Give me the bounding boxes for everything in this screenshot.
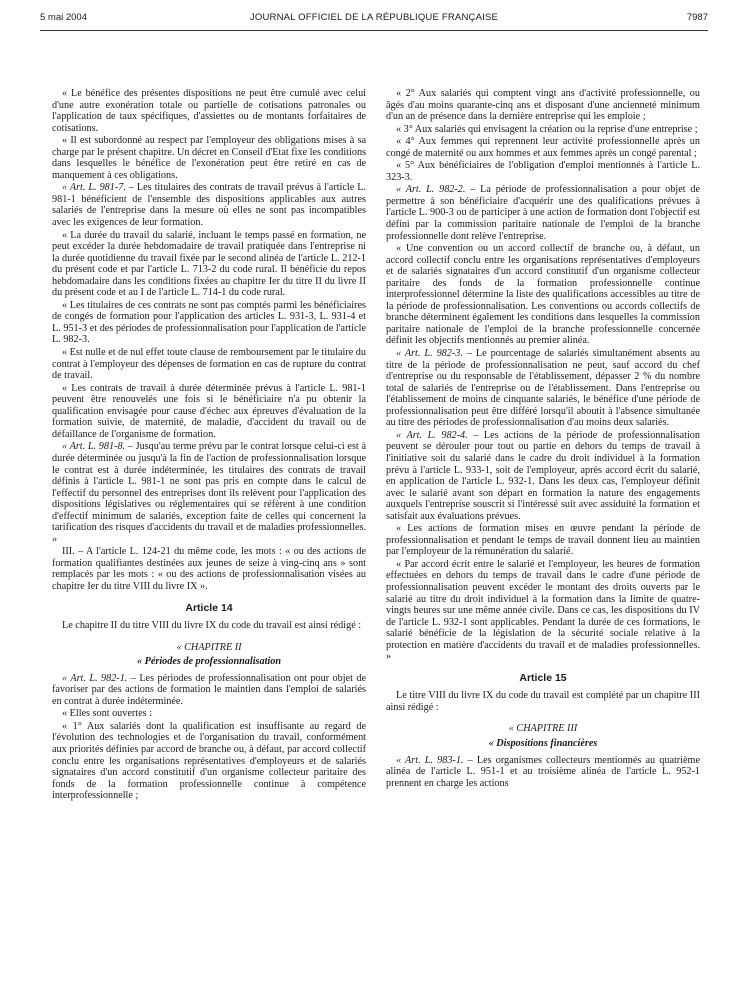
paragraph: « Il est subordonné au respect par l'employeur des obligations mises à sa charge par le présent chapitre. Un décret en Conseil d'Etat fixe les conditions dans lesquelles le bénéfice de l'exonération peut être retiré en cas de manquement à ces obligations. <box>52 135 366 181</box>
article-ref: « Art. L. 982-2. <box>396 184 466 196</box>
paragraph: « 3° Aux salariés qui envisagent la création ou la reprise d'une entreprise ; <box>396 123 698 135</box>
paragraph-text: – Les titulaires des contrats de travail prévus à l'article L. 981-1 bénéficient de l'ensemble des dispositions applicables aux autres salariés de l'entreprise dans la mesure où elles ne sont pas incompatibles avec les exigences de leur formation. <box>52 182 366 229</box>
article-ref: « Art. L. 983-1. <box>396 754 464 766</box>
paragraph: « Elles sont ouvertes : <box>62 708 152 720</box>
paragraph <box>386 755 700 790</box>
chapter-title: « Périodes de professionnalisation <box>136 656 282 668</box>
paragraph-text: – Le pourcentage de salariés simultanément absents au titre de la période de professionnalisation ne peut, sauf accord du chef d'entreprise ou du responsable de l'établissement, dépasser 2 % du nombre total de salariés de l'entreprise ou de l'établissement. Dans l'entreprise ou l'établissement de moins de cinquante salariés, le bénéfice d'une période de professionnalisation peut être différé lorsqu'il aboutit à l'absence simultanée au titre des périodes de professionnalisation d'au moins deux salariés. <box>386 348 700 429</box>
paragraph-text: – Les périodes de professionnalisation ont pour objet de favoriser par des actions de formation le maintien dans l'emploi de salariés en contrat à durée indéterminée. <box>52 672 366 707</box>
paragraph <box>52 673 366 708</box>
paragraph: « Le bénéfice des présentes dispositions ne peut être cumulé avec celui d'une autre exonération totale ou partielle de cotisations patronales ou l'application de taux spécifiques, d'assiettes ou de montants forfaitaires de cotisations. <box>52 88 366 134</box>
paragraph: « 2° Aux salariés qui comptent vingt ans d'activité professionnelle, ou âgés d'au moins quarante-cinq ans et disposant d'une ancienneté minimum d'un an de présence dans la dernière entreprise qui les emploie ; <box>386 88 700 123</box>
article-heading: Article 15 <box>519 671 567 684</box>
paragraph: Le chapitre II du titre VIII du livre IX du code du travail est ainsi rédigé : <box>62 620 362 632</box>
paragraph: « Une convention ou un accord collectif de branche ou, à défaut, un accord collectif conclu entre les organisations représentatives d'employeurs et de salariés signataires d'un accord constitutif d'un organisme collecteur paritaire des fonds de la formation professionnelle continue interprofessionnel détermine la liste des qualifications accessibles au titre de la période de professionnalisation. Les conventions ou accords collectifs de branche déterminent également les conditions dans lesquelles la commission paritaire nationale de l'emploi de la branche professionnelle concernée définit les objectifs mentionnés au premier alinéa. <box>386 243 700 347</box>
page-number: 7987 <box>686 12 708 23</box>
chapter-title: « Dispositions financières <box>488 737 598 749</box>
chapter-heading: « CHAPITRE III <box>508 723 578 735</box>
article-ref: « Art. L. 982-1. <box>62 672 128 684</box>
paragraph: « La durée du travail du salarié, incluant le temps passé en formation, ne peut excéder la durée hebdomadaire de travail pratiquée dans l'entreprise ni la durée quotidienne du travail fixée par le second alinéa de l'article L. 212-1 du présent code et par l'article L. 713-2 du code rural. Il bénéficie du repos hebdomadaire dans les conditions fixées au chapitre Ier du titre II du livre II du présent code et au I de l'article L. 714-1 du code rural. <box>52 229 366 299</box>
article-ref: « Art. L. 981-7. <box>62 182 126 194</box>
paragraph: III. – A l'article L. 124-21 du même code, les mots : « ou des actions de formation qualifiantes destinées aux jeunes de seize à ving-cinq ans » sont remplacés par les mots : « ou des actions de professionnalisation visées au chapitre Ier du titre VIII du livre IX ». <box>52 546 366 592</box>
chapter-heading: « CHAPITRE II <box>176 641 242 653</box>
page-header <box>40 12 708 26</box>
paragraph <box>386 184 700 242</box>
paragraph <box>52 182 366 228</box>
article-ref: « Art. L. 982-3. <box>396 348 463 360</box>
header-rule <box>40 30 708 31</box>
paragraph <box>386 430 700 522</box>
paragraph-text: – La période de professionnalisation a pour objet de permettre à son bénéficiaire d'acquérir une des qualifications prévues à l'article L. 900-3 ou de participer à une action de formation dont l'objectif est défini par la commission paritaire nationale de l'emploi de la branche professionnelle dont relève l'entreprise. <box>386 184 700 242</box>
article-ref: « Art. L. 981-8. <box>62 441 126 453</box>
paragraph <box>52 441 366 545</box>
paragraph: « Est nulle et de nul effet toute clause de remboursement par le titulaire du contrat à l'employeur des dépenses de formation en cas de rupture du contrat de travail. <box>52 347 366 382</box>
paragraph-text: – Les organismes collecteurs mentionnés au quatrième alinéa de l'article L. 951-1 et au troisième alinéa de l'article L. 952-1 prennent en charge les actions <box>386 754 700 789</box>
journal-title: JOURNAL OFFICIEL DE LA RÉPUBLIQUE FRANÇAISE <box>249 12 499 23</box>
issue-date: 5 mai 2004 <box>40 12 88 23</box>
paragraph: « Par accord écrit entre le salarié et l'employeur, les heures de formation effectuées en dehors du temps de travail dans le cadre d'une période de professionnalisation peuvent excéder le montant des droits ouverts par le salarié au titre du droit individuel à la formation dans la limite de quatre-vingts heures sur une même année civile. Dans ce cas, les dispositions du IV de l'article L. 932-1 sont applicables. Pendant la durée de ces formations, le salarié bénéficie de la législation de la sécurité sociale relative à la protection en matière d'accidents du travail et de maladies professionnelles. » <box>386 558 700 663</box>
paragraph: « 5° Aux bénéficiaires de l'obligation d'emploi mentionnés à l'article L. 323-3. <box>386 160 700 183</box>
right-column <box>386 88 700 790</box>
paragraph <box>386 348 700 429</box>
article-ref: « Art. L. 982-4. <box>396 429 468 441</box>
paragraph: « 1° Aux salariés dont la qualification est insuffisante au regard de l'évolution des technologies et de l'organisation du travail, conformément aux priorités définies par accord de branche ou, à défaut, par accord collectif conclu entre les organisations représentatives d'employeurs et de salariés signataires d'un accord constitutif d'un organisme collecteur paritaire des fonds de la formation professionnelle continue à compétence interprofessionnelle ; <box>52 720 366 802</box>
paragraph-text: – Les actions de la période de professionnalisation peuvent se dérouler pour tout ou partie en dehors du temps de travail à l'initiative soit du salarié dans le cadre du droit individuel à la formation prévu à l'article L. 933-1, soit de l'employeur, après accord écrit du salarié, en application de l'article L. 932-1. Dans les deux cas, l'employeur définit avec le salarié avant son départ en formation la nature des engagements auxquels l'entreprise souscrit si l'intéressé suit avec assiduité la formation et satisfait aux évaluations prévues. <box>386 429 700 522</box>
paragraph: « Les actions de formation mises en œuvre pendant la période de professionnalisation et pendant le temps de travail donnent lieu au maintien par l'employeur de la rémunération du salarié. <box>386 523 700 558</box>
paragraph-text: – Jusqu'au terme prévu par le contrat lorsque celui-ci est à durée déterminée ou jusqu'à la fin de l'action de professionnalisation lorsque le contrat est à durée indéterminée, les titulaires des contrats de travail définis à l'article L. 981-1 ne sont pas pris en compte dans le calcul de l'effectif du personnel des entreprises dont ils relèvent pour l'application des dispositions législatives ou réglementaires qui se réfèrent à une condition d'effectif minimum de salariés, exception faite de celles qui concernent la tarification des risques d'accidents du travail et de maladies professionnelles. » <box>52 441 366 545</box>
article-heading: Article 14 <box>185 601 233 614</box>
left-column <box>52 88 366 803</box>
paragraph: « Les contrats de travail à durée déterminée prévus à l'article L. 981-1 peuvent être renouvelés une fois si le bénéficiaire n'a pu obtenir la qualification envisagée pour cause d'échec aux épreuves d'évaluation de la formation suivie, de maternité, de maladie, d'accident du travail ou de défaillance de l'organisme de formation. <box>52 382 366 440</box>
paragraph: « 4° Aux femmes qui reprennent leur activité professionnelle après un congé de maternité ou aux hommes et aux femmes après un congé parental ; <box>386 136 700 159</box>
paragraph: Le titre VIII du livre IX du code du travail est complété par un chapitre III ainsi rédigé : <box>386 690 700 713</box>
paragraph: « Les titulaires de ces contrats ne sont pas comptés parmi les bénéficiaires de congés de formation pour l'application des articles L. 931-3, L. 931-4 et L. 951-3 et des périodes de professionnalisation pour l'application de l'article L. 982-3. <box>52 299 366 346</box>
